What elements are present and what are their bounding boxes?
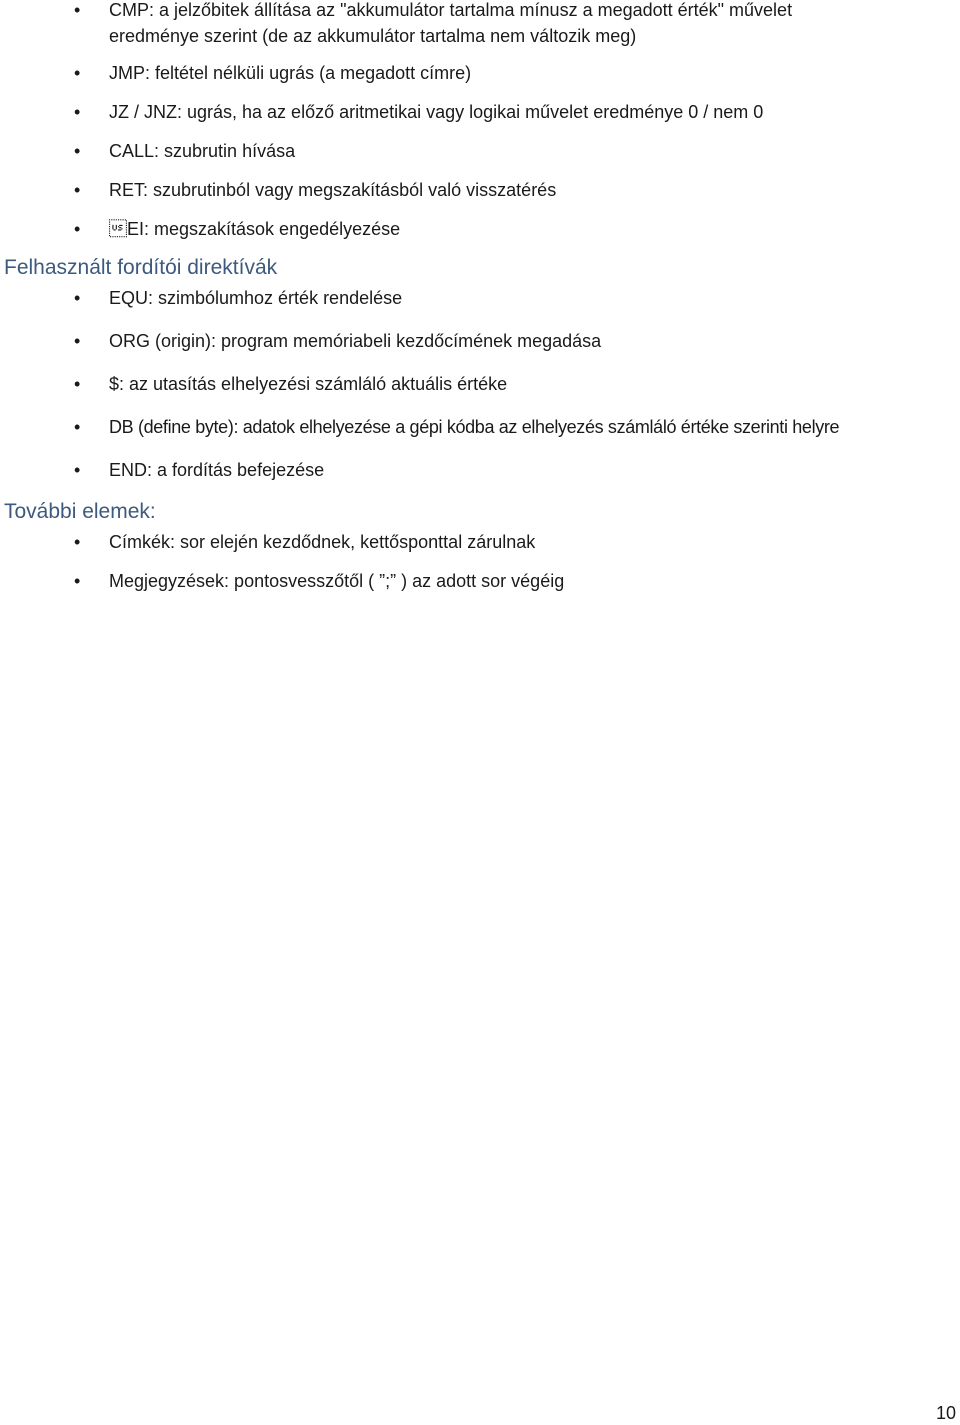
- list-item-text: EQU: szimbólumhoz érték rendelése: [109, 288, 403, 308]
- directives-list: [0, 285, 960, 483]
- list-item-text: DB (define byte): adatok elhelyezése a gépi kódba az elhelyezés számláló értéke szerinti helyre: [109, 417, 840, 437]
- list-item: [0, 529, 960, 555]
- bullet-icon: •: [74, 331, 81, 351]
- bullet-icon: •: [74, 141, 81, 161]
- bullet-icon: •: [74, 0, 81, 20]
- list-item: [0, 177, 960, 203]
- bullet-icon: •: [74, 288, 81, 308]
- list-item-text: Megjegyzések: pontosvesszőtől ( ”;” ) az adott sor végéig: [109, 571, 565, 591]
- bullet-icon: •: [74, 571, 81, 591]
- list-item: [0, 60, 960, 86]
- bullet-icon: •: [74, 63, 81, 83]
- page-number: 10: [935, 1403, 956, 1423]
- list-item-text: EI: megszakítások engedélyezése: [109, 219, 401, 239]
- section-heading-directives: Felhasznált fordítói direktívák: [4, 256, 278, 279]
- list-item: [0, 0, 960, 49]
- list-item-text: RET: szubrutinból vagy megszakításból való visszatérés: [109, 180, 557, 200]
- list-item: [0, 138, 960, 164]
- list-item-text: Címkék: sor elején kezdődnek, kettősponttal zárulnak: [109, 532, 536, 552]
- list-item-text-continued: eredménye szerint (de az akkumulátor tartalma nem változik meg): [109, 26, 637, 46]
- list-item: [0, 99, 960, 125]
- bullet-icon: •: [74, 374, 81, 394]
- list-item: [0, 457, 960, 483]
- list-item-text: JZ / JNZ: ugrás, ha az előző aritmetikai vagy logikai művelet eredménye 0 / nem 0: [109, 102, 764, 122]
- section-heading-further-elements: További elemek:: [4, 500, 156, 523]
- list-item: [0, 328, 960, 354]
- bullet-icon: •: [74, 460, 81, 480]
- bullet-icon: •: [74, 180, 81, 200]
- list-item: [0, 371, 960, 397]
- bullet-icon: •: [74, 102, 81, 122]
- list-item: [0, 285, 960, 311]
- bullet-icon: •: [74, 417, 81, 437]
- list-item: [0, 414, 960, 440]
- instruction-list: [0, 0, 960, 242]
- list-item: [0, 216, 960, 242]
- bullet-icon: •: [74, 532, 81, 552]
- list-item-text: END: a fordítás befejezése: [109, 460, 325, 480]
- list-item: [0, 568, 960, 594]
- list-item-text: $: az utasítás elhelyezési számláló aktuális értéke: [109, 374, 508, 394]
- list-item-text: CALL: szubrutin hívása: [109, 141, 296, 161]
- list-item-text: CMP: a jelzőbitek állítása az "akkumulátor tartalma mínusz a megadott érték" művelet: [109, 0, 793, 20]
- further-elements-list: [0, 529, 960, 594]
- bullet-icon: •: [74, 219, 81, 239]
- list-item-text: JMP: feltétel nélküli ugrás (a megadott címre): [109, 63, 472, 83]
- list-item-text: ORG (origin): program memóriabeli kezdőcímének megadása: [109, 331, 602, 351]
